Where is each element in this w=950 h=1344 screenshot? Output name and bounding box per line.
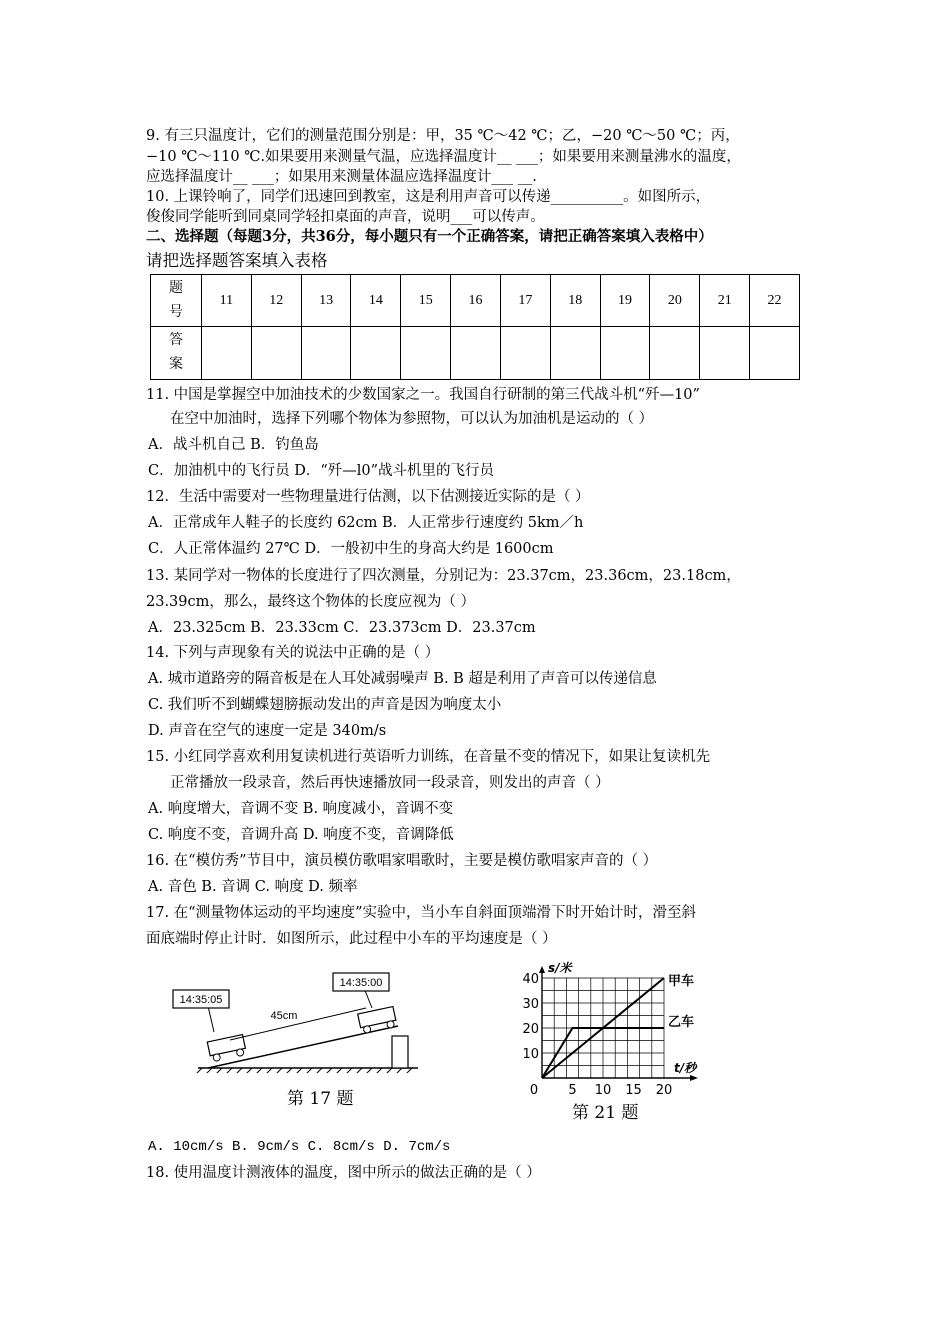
q15-line-2: 正常播放一段录音，然后再快速播放同一段录音，则发出的声音（ ）	[170, 775, 610, 791]
answer-head-char-1: 答	[169, 333, 183, 348]
y-axis-arrow	[539, 966, 545, 973]
q11-line-2: 在空中加油时，选择下列哪个物体为参照物，可以认为加油机是运动的（ ）	[170, 411, 654, 427]
q15-line-1: 15. 小红同学喜欢利用复读机进行英语听力训练，在音量不变的情况下，如果让复读机先	[146, 749, 711, 765]
number-head-char-2: 号	[169, 304, 183, 320]
y-axis-label: s/米	[548, 961, 572, 975]
question-number-cell: 19	[600, 275, 650, 327]
q17-line-2: 面底端时停止计时．如图所示，此过程中小车的平均速度是（ ）	[146, 931, 557, 947]
answer-cell[interactable]	[700, 327, 750, 380]
question-number-cell: 17	[500, 275, 550, 327]
question-number-cell: 16	[451, 275, 501, 327]
y-tick-label: 10	[522, 1047, 539, 1062]
series-label-jia: 甲车	[668, 974, 695, 989]
answer-cell[interactable]	[251, 327, 301, 380]
question-number-cell: 11	[202, 275, 252, 327]
figure-21-caption: 第 21 题	[572, 1103, 639, 1123]
q12-line-1: 12．生活中需要对一些物理量进行估测，以下估测接近实际的是（ ）	[146, 489, 590, 505]
y-tick-label: 40	[522, 972, 539, 987]
x-axis-label: t/秒	[674, 1061, 697, 1075]
q12-options-ab: A．正常成年人鞋子的长度约 62cm B．人正常步行速度约 5km／h	[148, 515, 584, 531]
q13-options: A．23.325cm B．23.33cm C．23.373cm D．23.37cm	[148, 620, 536, 636]
q18-line-1: 18. 使用温度计测液体的温度，图中所示的做法正确的是（ ）	[146, 1165, 541, 1181]
question-number-cell: 18	[550, 275, 600, 327]
q14-option-c: C. 我们听不到蝴蝶翅膀振动发出的声音是因为响度太小	[148, 697, 502, 713]
number-row-header	[151, 275, 202, 327]
question-number-cell: 15	[401, 275, 451, 327]
clock-pointer-start	[208, 1006, 214, 1032]
support-block	[392, 1036, 408, 1068]
x-tick-label: 5	[568, 1083, 577, 1095]
answer-cell[interactable]	[401, 327, 451, 380]
answer-cell[interactable]	[550, 327, 600, 380]
question-number-cell: 14	[351, 275, 401, 327]
q17-options: A. 10cm/s B. 9cm/s C. 8cm/s D. 7cm/s	[148, 1139, 451, 1155]
q10-line-2: 俊俊同学能听到同桌同学轻扣桌面的声音，说明___可以传声。	[146, 209, 545, 225]
q15-options-ab: A. 响度增大，音调不变 B. 响度减小，音调不变	[148, 801, 454, 817]
q9-line-3: 应选择温度计__ ___；如果用来测量体温应选择温度计___ __.	[146, 169, 537, 185]
y-tick-label: 30	[522, 997, 539, 1012]
q14-option-a-b: A. 城市道路旁的隔音板是在人耳处减弱噪声 B. B 超是利用了声音可以传递信息	[148, 671, 657, 687]
q15-options-cd: C. 响度不变，音调升高 D. 响度不变，音调降低	[148, 827, 454, 843]
distance-arrow	[230, 1008, 366, 1040]
series-label-yi: 乙车	[668, 1015, 695, 1030]
figure-17-incline	[168, 968, 428, 1073]
q11-options-cd: C．加油机中的飞行员 D．“歼—l0”战斗机里的飞行员	[148, 463, 495, 479]
q14-option-d: D. 声音在空气的速度一定是 340m/s	[148, 723, 387, 739]
x-tick-label: 20	[655, 1083, 673, 1095]
x-tick-label: 0	[529, 1083, 539, 1095]
q9-line-2: −10 ℃～110 ℃.如果要用来测量气温，应选择温度计__ ___；如果要用来测量沸水的温度，	[146, 149, 741, 165]
figure-17-caption: 第 17 题	[287, 1089, 354, 1109]
q13-line-2: 23.39cm，那么，最终这个物体的长度应视为（ ）	[146, 594, 475, 610]
answer-cell[interactable]	[600, 327, 650, 380]
q11-line-1: 11. 中国是掌握空中加油技术的少数国家之一。我国自行研制的第三代战斗机“歼—10”	[146, 387, 700, 403]
x-tick-label: 10	[594, 1083, 612, 1095]
section-2-title: 二、选择题（每题3分，共36分，每小题只有一个正确答案，请把正确答案填入表格中）	[146, 228, 713, 245]
distance-label: 45cm	[270, 1010, 298, 1022]
question-number-cell: 13	[301, 275, 351, 327]
y-tick-label: 20	[522, 1022, 539, 1037]
question-number-cell: 12	[251, 275, 301, 327]
question-number-cell: 22	[750, 275, 800, 327]
answer-row-header	[151, 327, 202, 380]
q11-options-ab: A．战斗机自己 B．钓鱼岛	[148, 437, 319, 453]
number-head-char-1: 题	[169, 280, 183, 296]
x-tick-label: 15	[625, 1083, 642, 1095]
q9-line-1: 9. 有三只温度计，它们的测量范围分别是：甲，35 ℃～42 ℃；乙，−20 ℃～50 ℃；丙，	[146, 128, 740, 144]
cart-bottom	[207, 1035, 246, 1063]
answer-cell[interactable]	[650, 327, 700, 380]
answer-cell[interactable]	[451, 327, 501, 380]
answer-table-answer-row	[151, 327, 800, 380]
q12-options-cd: C．人正常体温约 27℃ D．一般初中生的身高大约是 1600cm	[148, 541, 554, 557]
question-number-cell: 21	[700, 275, 750, 327]
q17-line-1: 17. 在“测量物体运动的平均速度”实验中，当小车自斜面顶端滑下时开始计时，滑至斜	[146, 905, 696, 921]
answer-cell[interactable]	[750, 327, 800, 380]
q16-options: A. 音色 B. 音调 C. 响度 D. 频率	[148, 879, 358, 895]
figure-21-chart	[520, 960, 715, 1095]
question-number-cell: 20	[650, 275, 700, 327]
q16-line-1: 16. 在“模仿秀”节目中，演员模仿歌唱家唱歌时，主要是模仿歌唱家声音的（ ）	[146, 853, 658, 869]
clock-end-time: 14:35:05	[179, 994, 223, 1006]
q14-line-1: 14. 下列与声现象有关的说法中正确的是（ ）	[146, 645, 440, 661]
answer-cell[interactable]	[351, 327, 401, 380]
answer-head-char-2: 案	[169, 357, 183, 372]
q13-line-1: 13. 某同学对一物体的长度进行了四次测量，分别记为：23.37cm，23.36cm，23.18cm，	[146, 568, 741, 584]
section-2-subtitle: 请把选择题答案填入表格	[146, 251, 328, 270]
answer-table	[150, 274, 800, 380]
answer-cell[interactable]	[202, 327, 252, 380]
answer-cell[interactable]	[500, 327, 550, 380]
answer-cell[interactable]	[301, 327, 351, 380]
q10-line-1: 10. 上课铃响了，同学们迅速回到教室，这是利用声音可以传递__________。如图所示，	[146, 189, 711, 205]
x-axis-arrow	[690, 1075, 698, 1081]
clock-start-time: 14:35:00	[339, 977, 383, 989]
answer-table-number-row	[151, 275, 800, 327]
